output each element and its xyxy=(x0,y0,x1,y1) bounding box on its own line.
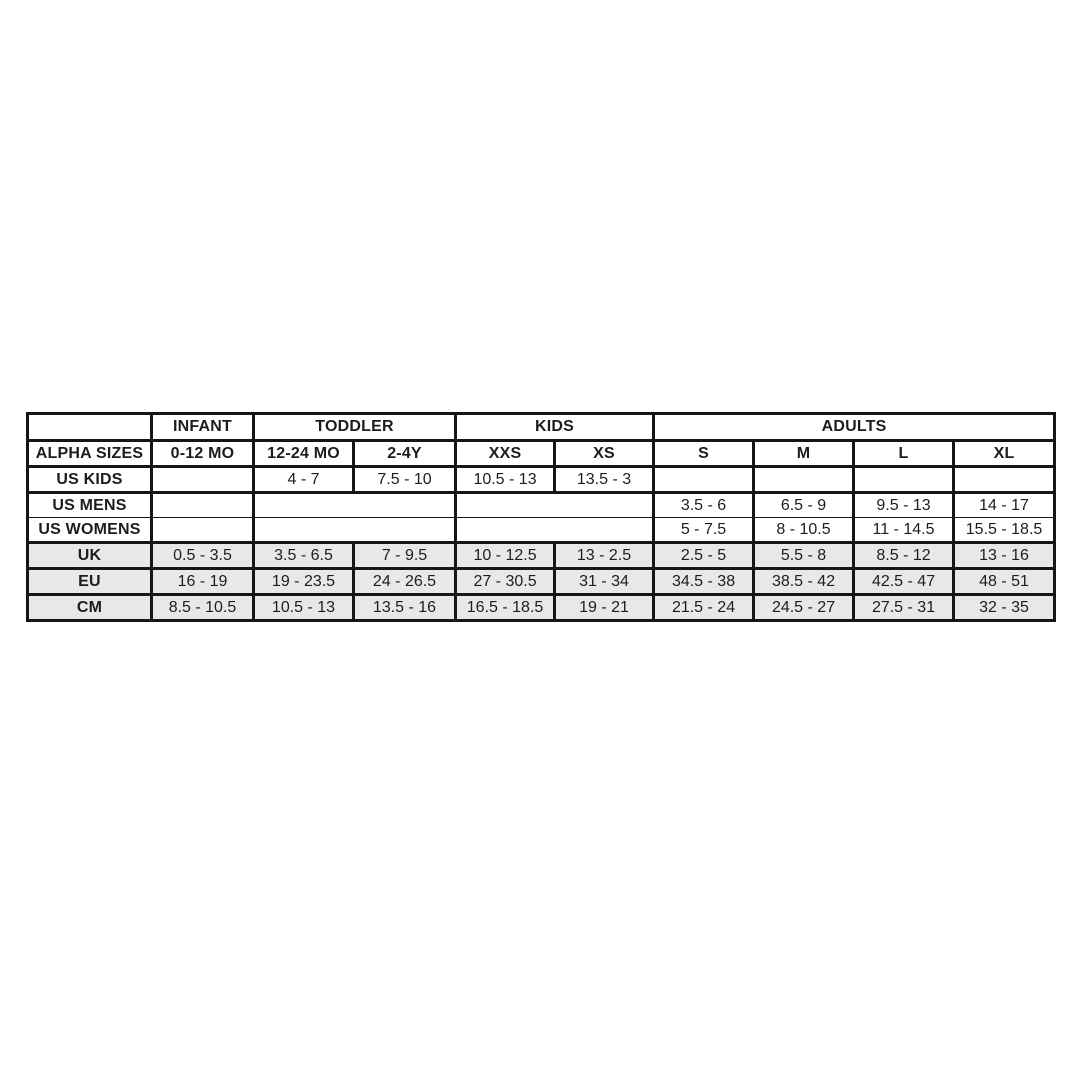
size-cell: 11 - 14.5 xyxy=(854,518,954,543)
size-cell: 7.5 - 10 xyxy=(354,467,456,493)
size-cell: 5 - 7.5 xyxy=(654,518,754,543)
group-header-kids: KIDS xyxy=(456,414,654,441)
size-cell: 13 - 16 xyxy=(954,543,1055,569)
size-cell: 0.5 - 3.5 xyxy=(152,543,254,569)
size-cell: 5.5 - 8 xyxy=(754,543,854,569)
size-cell: 48 - 51 xyxy=(954,569,1055,595)
size-cell: 32 - 35 xyxy=(954,595,1055,621)
size-chart-table xyxy=(26,412,1056,622)
uk-row xyxy=(28,543,1055,569)
empty-cell xyxy=(954,467,1055,493)
size-cell: 19 - 23.5 xyxy=(254,569,354,595)
size-cell: 10.5 - 13 xyxy=(254,595,354,621)
size-cell: 8.5 - 10.5 xyxy=(152,595,254,621)
row-label-cm: CM xyxy=(28,595,152,621)
empty-cell xyxy=(854,467,954,493)
empty-cell xyxy=(254,518,456,543)
size-cell: 6.5 - 9 xyxy=(754,493,854,518)
size-cell: 27 - 30.5 xyxy=(456,569,555,595)
col-header-s: S xyxy=(654,441,754,467)
alpha-sizes-row xyxy=(28,441,1055,467)
row-label-us-mens: US MENS xyxy=(28,493,152,518)
col-header-12-24mo: 12-24 MO xyxy=(254,441,354,467)
eu-row xyxy=(28,569,1055,595)
size-cell: 14 - 17 xyxy=(954,493,1055,518)
size-cell: 16.5 - 18.5 xyxy=(456,595,555,621)
col-header-xxs: XXS xyxy=(456,441,555,467)
col-header-m: M xyxy=(754,441,854,467)
empty-cell xyxy=(152,493,254,518)
size-cell: 34.5 - 38 xyxy=(654,569,754,595)
row-label-eu: EU xyxy=(28,569,152,595)
row-label-uk: UK xyxy=(28,543,152,569)
size-cell: 4 - 7 xyxy=(254,467,354,493)
empty-cell xyxy=(654,467,754,493)
group-header-adults: ADULTS xyxy=(654,414,1055,441)
group-header-toddler: TODDLER xyxy=(254,414,456,441)
size-cell: 10 - 12.5 xyxy=(456,543,555,569)
size-cell: 38.5 - 42 xyxy=(754,569,854,595)
empty-cell xyxy=(152,518,254,543)
size-cell: 15.5 - 18.5 xyxy=(954,518,1055,543)
empty-cell xyxy=(456,518,654,543)
cm-row xyxy=(28,595,1055,621)
col-header-xl: XL xyxy=(954,441,1055,467)
size-cell: 21.5 - 24 xyxy=(654,595,754,621)
group-header-infant: INFANT xyxy=(152,414,254,441)
size-cell: 8.5 - 12 xyxy=(854,543,954,569)
col-header-l: L xyxy=(854,441,954,467)
col-header-2-4y: 2-4Y xyxy=(354,441,456,467)
corner-cell xyxy=(28,414,152,441)
row-label-us-kids: US KIDS xyxy=(28,467,152,493)
size-cell: 8 - 10.5 xyxy=(754,518,854,543)
us-womens-row xyxy=(28,518,1055,543)
empty-cell xyxy=(254,493,456,518)
size-cell: 9.5 - 13 xyxy=(854,493,954,518)
size-cell: 13.5 - 16 xyxy=(354,595,456,621)
size-cell: 31 - 34 xyxy=(555,569,654,595)
empty-cell xyxy=(456,493,654,518)
size-cell: 2.5 - 5 xyxy=(654,543,754,569)
col-header-xs: XS xyxy=(555,441,654,467)
empty-cell xyxy=(152,467,254,493)
col-header-0-12mo: 0-12 MO xyxy=(152,441,254,467)
size-cell: 7 - 9.5 xyxy=(354,543,456,569)
us-kids-row xyxy=(28,467,1055,493)
empty-cell xyxy=(754,467,854,493)
size-cell: 13 - 2.5 xyxy=(555,543,654,569)
size-cell: 24 - 26.5 xyxy=(354,569,456,595)
size-cell: 27.5 - 31 xyxy=(854,595,954,621)
group-header-row xyxy=(28,414,1055,441)
size-cell: 10.5 - 13 xyxy=(456,467,555,493)
row-label-alpha-sizes: ALPHA SIZES xyxy=(28,441,152,467)
size-cell: 3.5 - 6 xyxy=(654,493,754,518)
size-cell: 16 - 19 xyxy=(152,569,254,595)
size-cell: 13.5 - 3 xyxy=(555,467,654,493)
row-label-us-womens: US WOMENS xyxy=(28,518,152,543)
us-mens-row xyxy=(28,493,1055,518)
size-cell: 42.5 - 47 xyxy=(854,569,954,595)
size-cell: 3.5 - 6.5 xyxy=(254,543,354,569)
size-cell: 19 - 21 xyxy=(555,595,654,621)
size-cell: 24.5 - 27 xyxy=(754,595,854,621)
